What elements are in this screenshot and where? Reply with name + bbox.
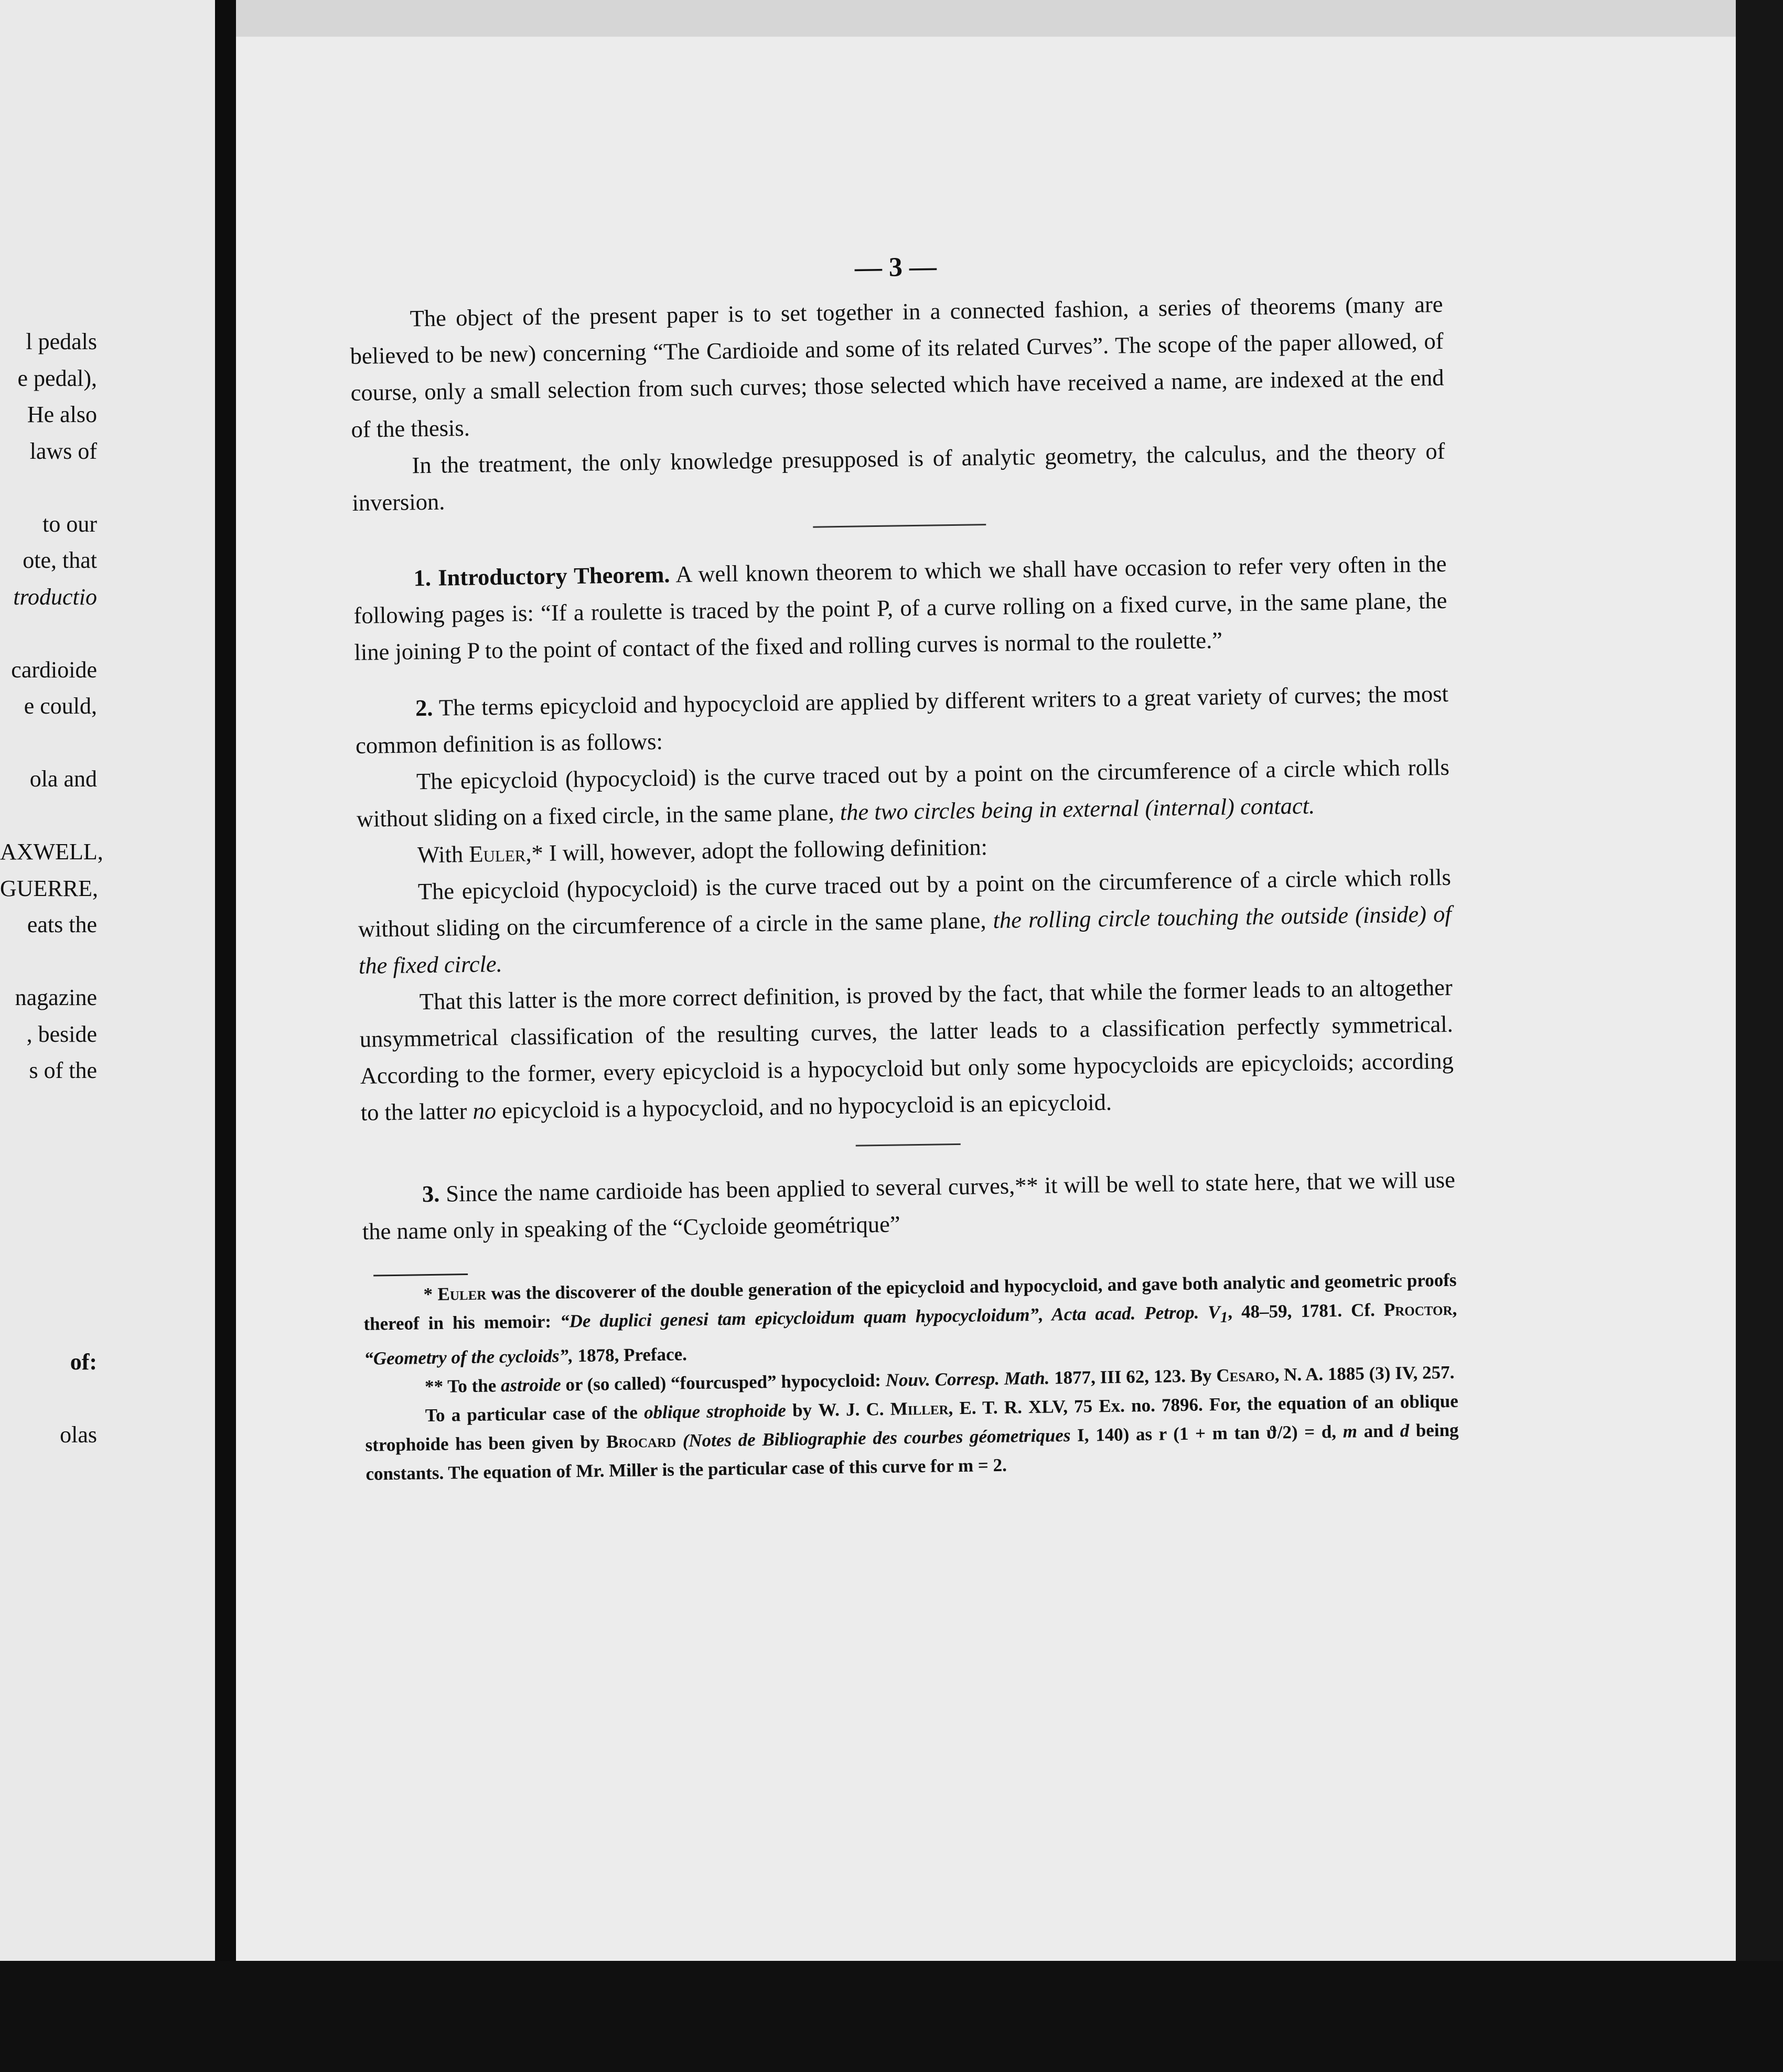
footnote-3-miller: W. J. C. Miller, [818,1398,953,1420]
with-text: With [417,841,464,868]
left-page-fragment: e could, [24,693,97,719]
section-3 [361,1161,1456,1250]
footnote-2-marker: ** To the [424,1375,497,1397]
footnote-2-text: or (so called) “fourcusped” hypocycloid: [565,1370,882,1395]
footnote-1-ref: , 48–59, 1781. Cf. [1228,1299,1376,1322]
left-page-fragment: l pedals [26,329,97,354]
footnote-3-oblique: oblique strophoide [643,1400,787,1423]
footnote-3-brocard: Brocard [606,1430,676,1452]
footnote-2-astroide: astroide [500,1374,561,1396]
left-page-fragment: to our [42,511,97,537]
section-3-number: 3. [422,1180,440,1207]
footnote-1-marker: * [423,1283,433,1305]
footnote-1-euler: Euler [437,1283,487,1304]
page-gutter [215,0,236,2072]
page-number: — 3 — [854,252,937,283]
top-shade [236,0,1736,37]
definition-1-text: The epicycloid (hypocycloid) is the curve traced out by a point on the circumference of a circle which rolls without sliding on a fixed circle, in the same plane, [356,753,1450,832]
left-page-fragment: GUERRE, [0,875,98,901]
left-page-fragment: ola and [29,766,97,792]
footnote-1-text: was the discoverer of the double generation of the epicycloid and hypocycloid, and gave both analytic and geometric proofs thereof in his memoir: [363,1269,1457,1334]
section-1 [353,545,1448,671]
definition-2-text: The epicycloid (hypocycloid) is the curve traced out by a point on the circumference of a circle which rolls without sliding on the circumference of a circle in the same plane, [358,864,1452,942]
left-page-fragment: s of the [29,1057,97,1083]
footnote-2-cesaro: Cesaro, [1216,1364,1280,1386]
section-1-text: A well known theorem to which we shall have occasion to refer very often in the following pages is: “If a roulette is traced by the point P, of a curve rolling on a fixed curve, in the same plane, the line joining P to the point of contact of the fixed and rolling curves is normal to the roulette.” [353,550,1447,665]
left-page-fragment: AXWELL, [0,839,103,865]
section-1-title: Introductory Theorem. [437,561,670,591]
section-divider [813,524,986,528]
left-page-fragment: He also [27,402,97,427]
emphasis-no: no [472,1097,497,1124]
definition-1-italic: the two circles being in external (internal) contact. [840,792,1315,826]
footnote-3-end: being constants. The equation of Mr. Miller is the particular case of this curve for m = 2. [366,1419,1459,1484]
definition-1 [356,749,1451,837]
definition-2-italic: the rolling circle touching the outside (inside) of the fixed circle. [358,900,1452,979]
footnote-3-by: by [792,1399,812,1421]
euler-name: Euler, [468,840,532,867]
classification-text-a: That this latter is the more correct definition, is proved by the fact, that while the former leads to an altogether unsymmetrical classification of the resulting curves, the latter leads to a classification perfectly symmetrical. According to the former, every epicycloid is a hypocycloid but only some hypocycloids are epicycloids; according to the latter [359,974,1454,1126]
footnote-3-text-a: To a particular case of the [425,1402,638,1426]
left-page-fragment: e pedal), [17,365,97,391]
section-2-text: The terms epicycloid and hypocycloid are applied by different writers to a great variety of curves; the most common definition is as follows: [355,680,1449,759]
footnote-3-notes: (Notes de Bibliographie des courbes géometriques [682,1425,1071,1451]
left-page-fragment: laws of [29,438,97,464]
section-divider-2 [855,1143,960,1147]
footnote-3-var-m: m [1342,1421,1358,1442]
footnote-3-var-d: d [1400,1420,1410,1441]
left-page-fragment: ote, that [23,547,97,573]
definition-2 [357,859,1452,984]
footnote-3-equation: I, 140) as r (1 + m tan ϑ/2) = d, [1077,1421,1337,1445]
footnote-1-proctor: Proctor, [1383,1298,1457,1320]
footnote-1-volume: 1 [1220,1309,1228,1326]
footnotes [363,1260,1459,1488]
intro-paragraph-1: The object of the present paper is to set together in a connected fashion, a series of theorems (many are believed to be new) concerning “The Cardioide and some of its related Curves”. The scope of the paper allowed, of course, only a small selection from such curves; those selected which have received a name, are indexed at the end of the thesis. [350,290,1444,443]
section-2-number: 2. [415,694,433,721]
left-page-fragment: eats the [27,912,97,937]
left-facing-page [0,0,215,2072]
intro-paragraph-2: In the treatment, the only knowledge presupposed is of analytic geometry, the calculus, and the theory of inversion. [352,437,1445,516]
text-column [349,242,1459,1488]
left-page-fragment: nagazine [15,985,97,1010]
footnote-1 [363,1266,1457,1373]
footnote-3-and: and [1363,1420,1394,1442]
left-page-fragment: troductio [13,584,97,610]
footnote-1-end: 1878, Preface. [577,1344,688,1366]
classification-paragraph [359,969,1454,1131]
section-3-text: Since the name cardioide has been applied to several curves,** it will be well to state here, that we will use the name only in speaking of the “Cycloide geométrique” [362,1166,1456,1245]
adopt-text: * I will, however, adopt the following definition: [531,834,988,867]
classification-text-b: epicycloid is a hypocycloid, and no hypocycloid is an epicycloid. [501,1088,1112,1124]
footnote-2-journal: Nouv. Corresp. Math. [885,1367,1050,1390]
left-page-fragment: olas [60,1422,97,1448]
section-1-number: 1. [413,564,432,591]
footnote-3 [364,1387,1459,1488]
footnote-1-title: “De duplici genesi tam epicycloidum quam hypocycloidum”, Acta acad. Petrop. V [560,1301,1220,1332]
footnote-2-ref: 1877, III 62, 123. By [1054,1365,1212,1388]
bottom-border [0,1961,1783,2072]
right-edge [1736,0,1783,2072]
left-page-fragment: of: [70,1349,97,1375]
footnote-3-text-c: E. T. R. XLV, 75 Ex. no. 7896. For, the equation of an oblique strophoide has been given by [365,1390,1459,1455]
footnote-1-proctor-title: “Geometry of the cycloids”, [364,1345,574,1369]
footnote-rule [373,1274,468,1277]
left-page-fragment: , beside [26,1021,97,1047]
footnote-2-end: N. A. 1885 (3) IV, 257. [1283,1362,1455,1385]
left-page-fragment: cardioide [11,656,97,683]
